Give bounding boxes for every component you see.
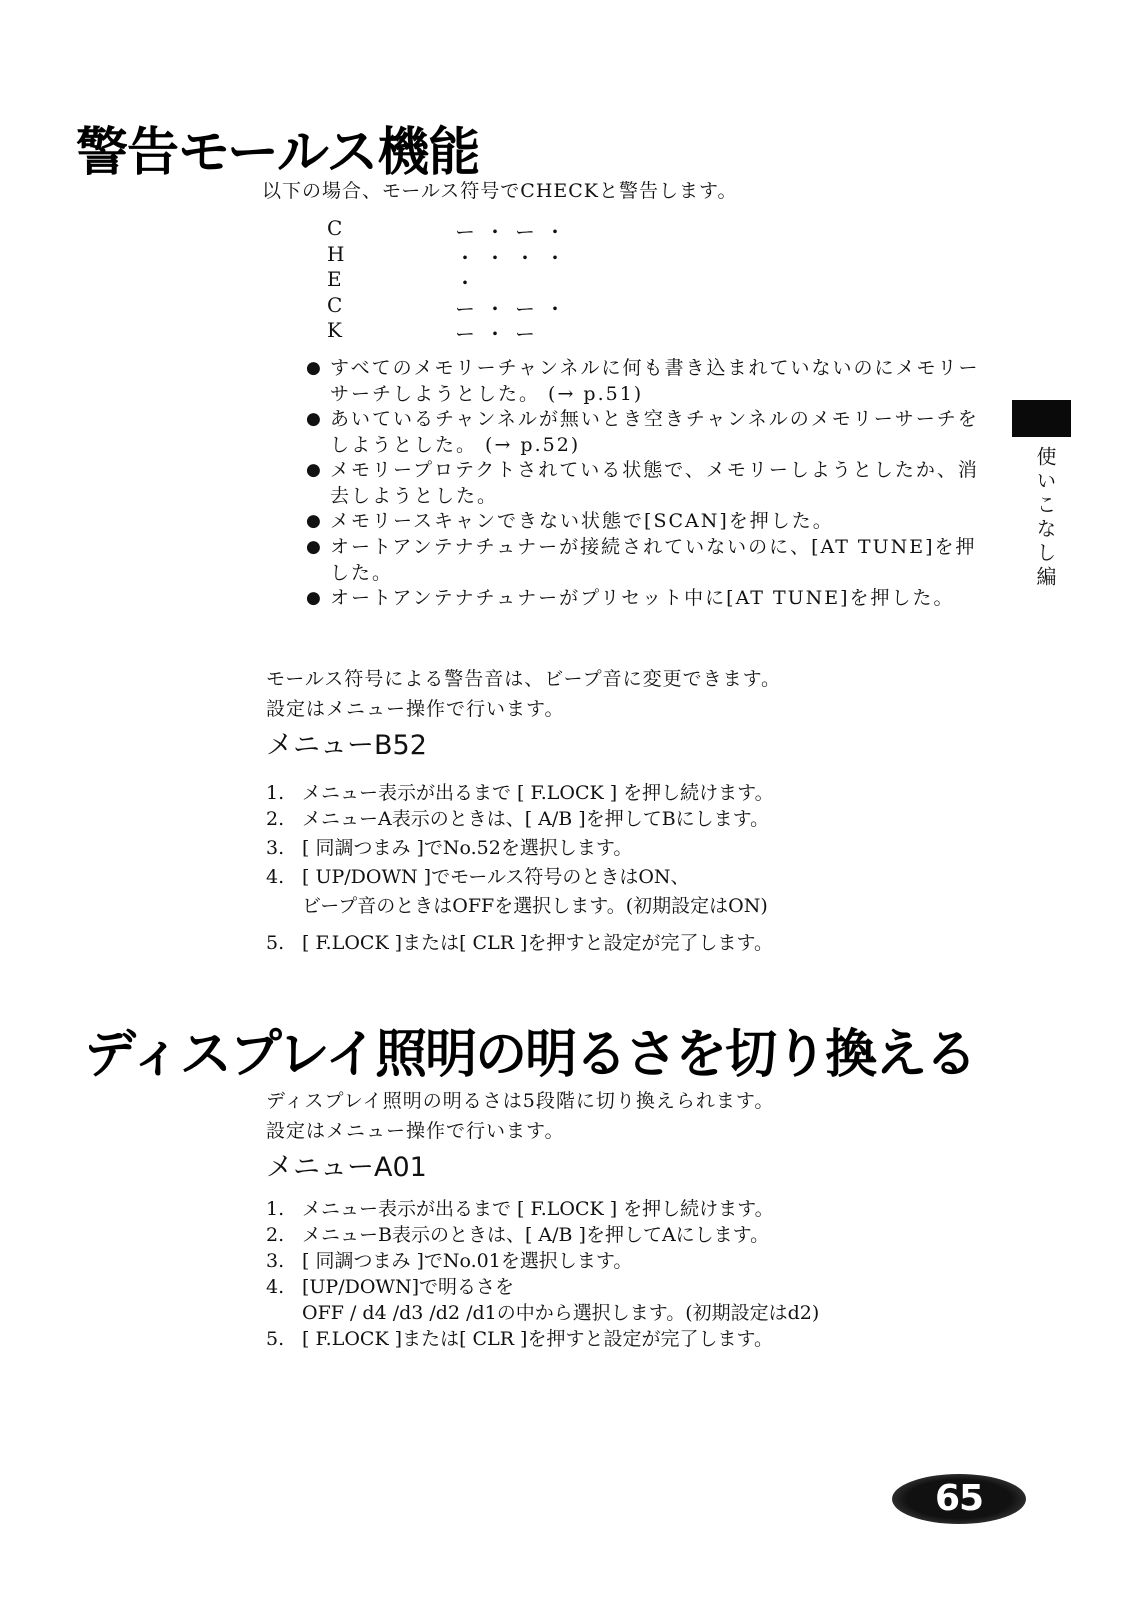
morse-code: ・・・・ xyxy=(455,246,575,270)
step-text: [UP/DOWN]で明るさを xyxy=(302,1276,514,1298)
morse-code: ・ xyxy=(455,271,485,295)
step-number: 4. xyxy=(266,866,285,888)
bullet-text: オートアンテナチュナーがプリセット中に[AT TUNE]を押した。 xyxy=(330,587,955,609)
step-number: 1. xyxy=(266,782,285,804)
bullet-icon: ● xyxy=(306,511,323,531)
step-text: メニュー表示が出るまで [ F.LOCK ] を押し続けます。 xyxy=(302,782,774,804)
bullet-text: オートアンテナチュナーが接続されていないのに、[AT TUNE]を押した。 xyxy=(330,536,977,584)
section-title-morse-warning: 警告モールス機能 xyxy=(76,123,480,183)
step-number: 3. xyxy=(266,837,285,859)
step-text: メニュー表示が出るまで [ F.LOCK ] を押し続けます。 xyxy=(302,1198,774,1220)
menu-operation-note: 設定はメニュー操作で行います。 xyxy=(266,698,565,720)
step-text: ビープ音のときはOFFを選択します。(初期設定はON) xyxy=(302,895,768,917)
step-text: [ 同調つまみ ]でNo.52を選択します。 xyxy=(302,837,633,859)
morse-letter: E xyxy=(327,267,342,291)
menu-operation-note-2: 設定はメニュー操作で行います。 xyxy=(266,1120,565,1142)
bullet-icon: ● xyxy=(306,537,323,557)
morse-letter: C xyxy=(327,293,343,317)
step-text: [ F.LOCK ]または[ CLR ]を押すと設定が完了します。 xyxy=(302,932,773,954)
step-number: 5. xyxy=(266,1328,285,1350)
bullet-icon: ● xyxy=(306,588,323,608)
brightness-intro-text: ディスプレイ照明の明るさは5段階に切り換えられます。 xyxy=(266,1090,775,1112)
step-number: 1. xyxy=(266,1198,285,1220)
step-number: 4. xyxy=(266,1276,285,1298)
bullet-text: すべてのメモリーチャンネルに何も書き込まれていないのにメモリーサーチしようとした。 (→ p.51) xyxy=(330,357,980,405)
step-text: メニューA表示のときは、[ A/B ]を押してBにします。 xyxy=(302,808,770,830)
bullet-text: メモリースキャンできない状態で[SCAN]を押した。 xyxy=(330,510,834,532)
morse-letter: K xyxy=(327,318,342,342)
step-number: 3. xyxy=(266,1250,285,1272)
bullet-text: あいているチャンネルが無いとき空きチャンネルのメモリーサーチをしようとした。 (→ p.52) xyxy=(330,408,979,456)
step-number: 2. xyxy=(266,1224,285,1246)
bullet-icon: ● xyxy=(306,358,323,378)
menu-a01-title: メニューA01 xyxy=(266,1152,427,1183)
side-tab-label: 使いこなし編 xyxy=(1033,446,1057,590)
morse-intro-text: 以下の場合、モールス符号でCHECKと警告します。 xyxy=(262,180,738,202)
step-text: [ 同調つまみ ]でNo.01を選択します。 xyxy=(302,1250,633,1272)
step-number: 2. xyxy=(266,808,285,830)
step-text: [ UP/DOWN ]でモールス符号のときはON、 xyxy=(302,866,690,888)
step-number: 5. xyxy=(266,932,285,954)
bullet-icon: ● xyxy=(306,409,323,429)
beep-note-text: モールス符号による警告音は、ビープ音に変更できます。 xyxy=(266,668,782,690)
morse-code: ー・ー xyxy=(455,322,545,346)
bullet-text: メモリープロテクトされている状態で、メモリーしようとしたか、消去しようとした。 xyxy=(330,459,979,507)
morse-code: ー・ー・ xyxy=(455,297,575,321)
menu-b52-title: メニューB52 xyxy=(266,730,427,761)
step-text: [ F.LOCK ]または[ CLR ]を押すと設定が完了します。 xyxy=(302,1328,773,1350)
morse-letter: C xyxy=(327,216,343,240)
side-tab-marker xyxy=(1012,400,1071,437)
bullet-icon: ● xyxy=(306,460,323,480)
page-number: 65 xyxy=(934,1478,984,1519)
step-text: メニューB表示のときは、[ A/B ]を押してAにします。 xyxy=(302,1224,770,1246)
morse-code: ー・ー・ xyxy=(455,220,575,244)
section-title-display-brightness: ディスプレイ照明の明るさを切り換える xyxy=(84,1025,976,1085)
morse-letter: H xyxy=(327,242,345,266)
step-text: OFF / d4 /d3 /d2 /d1の中から選択します。(初期設定はd2) xyxy=(302,1302,820,1324)
